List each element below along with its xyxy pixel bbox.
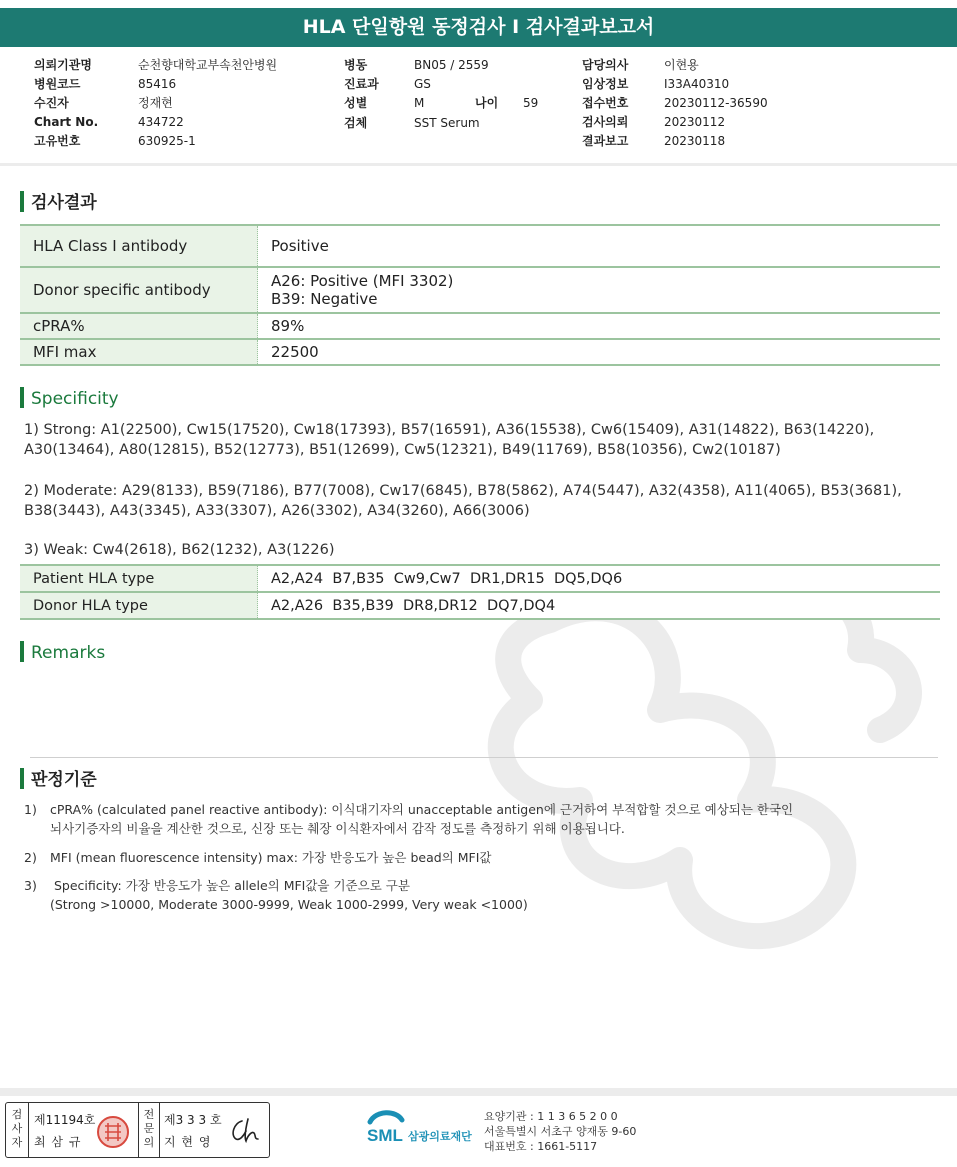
hla-value: A2,A24 B7,B35 Cw9,Cw7 DR1,DR15 DQ5,DQ6 bbox=[258, 565, 941, 592]
criteria-item-1 bbox=[24, 800, 793, 838]
criteria-num: 3) bbox=[24, 878, 37, 893]
info-label: 진료과 bbox=[344, 77, 379, 91]
info-value: 20230112 bbox=[664, 115, 726, 129]
info-label: 병원코드 bbox=[34, 77, 81, 91]
remarks-heading bbox=[20, 641, 105, 665]
result-value bbox=[258, 267, 941, 313]
info-label: 검사의뢰 bbox=[582, 115, 629, 129]
criteria-text-cont: (Strong >10000, Moderate 3000-9999, Weak 1000-2999, Very weak <1000) bbox=[50, 897, 528, 912]
section-marker bbox=[20, 387, 24, 408]
hla-key: Patient HLA type bbox=[20, 565, 258, 592]
criteria-item-2 bbox=[24, 848, 491, 867]
info-row bbox=[582, 113, 768, 132]
criteria-text: Specificity: 가장 반응도가 높은 allele의 MFI값을 기준으로 구분 bbox=[50, 878, 410, 893]
info-label: 고유번호 bbox=[34, 134, 81, 148]
info-label: 수진자 bbox=[34, 96, 69, 110]
info-row bbox=[582, 75, 768, 94]
section-marker bbox=[20, 191, 24, 212]
info-value: 순천향대학교부속천안병원 bbox=[138, 58, 278, 72]
table-row bbox=[20, 225, 940, 267]
specialist-label bbox=[142, 1108, 156, 1150]
footer-divider bbox=[0, 1088, 957, 1096]
report-title: HLA 단일항원 동정검사 I 검사결과보고서 bbox=[0, 8, 957, 47]
result-value: Positive bbox=[258, 225, 941, 267]
box-divider bbox=[138, 1103, 139, 1157]
specificity-moderate: 2) Moderate: A29(8133), B59(7186), B77(7008), Cw17(6845), B78(5862), A74(5447), A32(4358), A11(4065), B53(3681), B38(3443), A43(3345), A33(3307), A26(3302), A34(3260), A66(3006) bbox=[24, 483, 902, 519]
footer-line: 요양기관 : 1 1 3 6 5 2 0 0 bbox=[484, 1110, 618, 1123]
label-char: 의 bbox=[143, 1136, 155, 1149]
patient-info-col2 bbox=[344, 56, 538, 133]
specificity-heading bbox=[20, 387, 119, 411]
criteria-item-3 bbox=[24, 876, 528, 914]
remarks-divider bbox=[30, 757, 938, 758]
hla-value: A2,A26 B35,B39 DR8,DR12 DQ7,DQ4 bbox=[258, 592, 941, 619]
criteria-num: 1) bbox=[24, 802, 37, 817]
footer-line: 대표번호 : 1661-5117 bbox=[484, 1140, 598, 1153]
patient-info-col3 bbox=[582, 56, 768, 151]
result-key: MFI max bbox=[20, 339, 258, 365]
criteria-text: cPRA% (calculated panel reactive antibody): 이식대기자의 unacceptable antigen에 근거하여 부적합할 것으로 예상되는 한국인 bbox=[50, 802, 794, 817]
results-table bbox=[20, 224, 940, 366]
info-label: 검체 bbox=[344, 116, 368, 130]
hla-key: Donor HLA type bbox=[20, 592, 258, 619]
results-heading bbox=[20, 191, 97, 215]
info-label: 담당의사 bbox=[582, 58, 629, 72]
result-value: 89% bbox=[258, 313, 941, 339]
org-name: 삼광의료재단 bbox=[408, 1130, 472, 1143]
footer-line: 서울특별시 서초구 양재동 9-60 bbox=[484, 1125, 637, 1138]
table-row bbox=[20, 339, 940, 365]
label-char: 자 bbox=[11, 1136, 23, 1149]
specificity-weak: 3) Weak: Cw4(2618), B62(1232), A3(1226) bbox=[24, 542, 335, 558]
info-row bbox=[344, 94, 538, 113]
info-row bbox=[582, 56, 768, 75]
info-value: 20230118 bbox=[664, 134, 726, 148]
specificity-heading-text: Specificity bbox=[31, 389, 119, 409]
sml-logo-icon bbox=[366, 1108, 478, 1148]
sml-logo bbox=[366, 1108, 478, 1152]
criteria-heading bbox=[20, 768, 97, 792]
seal-icon bbox=[96, 1115, 130, 1149]
info-value: 434722 bbox=[138, 115, 184, 129]
info-row bbox=[344, 75, 538, 94]
examiner-label bbox=[10, 1108, 24, 1150]
table-row bbox=[20, 565, 940, 592]
info-label: Chart No. bbox=[34, 115, 99, 129]
result-key: cPRA% bbox=[20, 313, 258, 339]
info-label: 접수번호 bbox=[582, 96, 629, 110]
result-value: 22500 bbox=[258, 339, 941, 365]
info-row bbox=[344, 56, 538, 75]
info-row bbox=[34, 132, 277, 151]
remarks-heading-text: Remarks bbox=[31, 643, 106, 663]
age-value: 59 bbox=[523, 96, 539, 110]
specialist-name: 지 현 영 bbox=[164, 1135, 212, 1149]
info-value: 이현용 bbox=[664, 58, 699, 72]
specificity-strong: 1) Strong: A1(22500), Cw15(17520), Cw18(17393), B57(16591), A36(15538), Cw6(15409), A31(14822), B63(14220), A30(13464), A80(12815), B52(12773), B51(12699), Cw5(12321), B49(11769), B58(10356), Cw2(10187) bbox=[24, 422, 875, 458]
age-label: 나이 bbox=[475, 96, 499, 110]
info-label: 의뢰기관명 bbox=[34, 58, 92, 72]
signature-icon bbox=[228, 1117, 264, 1145]
info-label: 결과보고 bbox=[582, 134, 629, 148]
table-row bbox=[20, 313, 940, 339]
info-value: 정재현 bbox=[138, 96, 173, 110]
box-divider bbox=[28, 1103, 29, 1157]
info-row bbox=[582, 94, 768, 113]
info-value: BN05 / 2559 bbox=[414, 58, 489, 72]
info-label: 성별 bbox=[344, 96, 368, 110]
logo-text: SML bbox=[367, 1126, 403, 1145]
info-row bbox=[34, 113, 277, 132]
criteria-heading-text: 판정기준 bbox=[31, 770, 97, 790]
info-value: I33A40310 bbox=[664, 77, 730, 91]
result-key: HLA Class I antibody bbox=[20, 225, 258, 267]
result-key: Donor specific antibody bbox=[20, 267, 258, 313]
footer-info bbox=[484, 1109, 636, 1154]
criteria-num: 2) bbox=[24, 850, 37, 865]
label-char: 사 bbox=[11, 1122, 23, 1135]
table-row bbox=[20, 267, 940, 313]
info-value: 85416 bbox=[138, 77, 177, 91]
info-value: 630925-1 bbox=[138, 134, 196, 148]
info-label: 병동 bbox=[344, 58, 368, 72]
dsa-line-1: A26: Positive (MFI 3302) bbox=[271, 272, 454, 290]
info-row bbox=[34, 75, 277, 94]
dsa-line-2: B39: Negative bbox=[271, 290, 378, 308]
signature-box bbox=[5, 1102, 270, 1158]
info-value: SST Serum bbox=[414, 116, 480, 130]
label-char: 문 bbox=[143, 1122, 155, 1135]
patient-info-col1 bbox=[34, 56, 277, 151]
info-divider bbox=[0, 163, 957, 166]
section-marker bbox=[20, 768, 24, 789]
info-value: M bbox=[414, 96, 425, 110]
section-marker bbox=[20, 641, 24, 662]
hla-table bbox=[20, 564, 940, 620]
label-char: 전 bbox=[143, 1108, 155, 1121]
table-row bbox=[20, 592, 940, 619]
examiner-license: 제11194호 bbox=[34, 1113, 96, 1127]
criteria-text: MFI (mean fluorescence intensity) max: 가장 반응도가 높은 bead의 MFI값 bbox=[50, 850, 492, 865]
examiner-name: 최 삼 규 bbox=[34, 1135, 82, 1149]
info-row bbox=[344, 114, 538, 133]
info-row bbox=[582, 132, 768, 151]
label-char: 검 bbox=[11, 1108, 23, 1121]
info-label: 임상정보 bbox=[582, 77, 629, 91]
info-value: 20230112-36590 bbox=[664, 96, 768, 110]
criteria-text-cont: 뇌사기증자의 비율을 계산한 것으로, 신장 또는 췌장 이식환자에서 감작 정도를 측정하기 위해 이용됩니다. bbox=[50, 821, 625, 836]
results-heading-text: 검사결과 bbox=[31, 193, 97, 213]
box-divider bbox=[159, 1103, 160, 1157]
specialist-license: 제3 3 3 호 bbox=[164, 1113, 222, 1127]
info-value: GS bbox=[414, 77, 431, 91]
info-row bbox=[34, 56, 277, 75]
info-row bbox=[34, 94, 277, 113]
